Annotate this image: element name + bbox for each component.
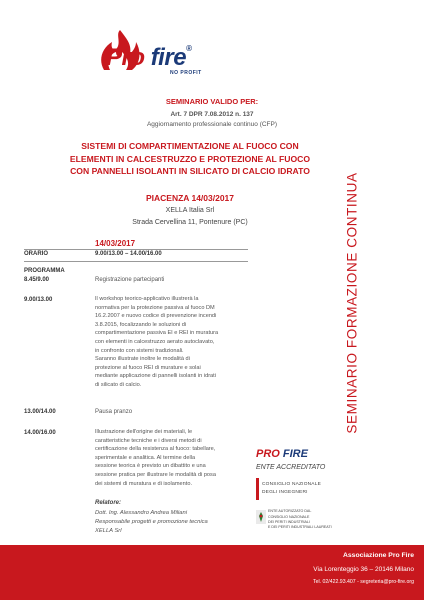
cni-logo-bar xyxy=(256,478,259,500)
seminar-title-line-3: CON PANNELLI ISOLANTI IN SILICATO DI CALCIO IDRATO xyxy=(70,166,310,176)
speaker-role: Responsabile progetti e promozione tecnica xyxy=(95,519,208,525)
desc-line: Il workshop teorico-applicativo illustrerà la xyxy=(95,296,199,302)
desc-line: 16.2.2007 e nuovo codice di prevenzione incendi xyxy=(95,313,217,320)
cni-line-1: CONSIGLIO NAZIONALE xyxy=(262,482,321,487)
event-address: Strada Cervellina 11, Pontenure (PC) xyxy=(132,219,248,226)
ministry-line-3: DEI PERITI INDUSTRIALI xyxy=(268,520,310,524)
desc-line: mediante applicazione di pannelli isolanti in idrati xyxy=(95,373,216,380)
ministry-emblem-icon xyxy=(256,510,266,524)
footer-org: Associazione Pro Fire xyxy=(342,552,414,559)
event-place-date: PIACENZA 14/03/2017 xyxy=(145,193,235,203)
validity-heading: SEMINARIO VALIDO PER: xyxy=(165,97,259,106)
programma-label: PROGRAMMA xyxy=(24,268,65,274)
desc-line: con elementi in calcestruzzo aerato autoclavato, xyxy=(95,338,215,345)
desc-line: normativa per la protezione passiva al fuoco DM xyxy=(95,304,215,311)
logo-subtitle: NO PROFIT xyxy=(170,70,202,76)
orario-label: ORARIO xyxy=(24,251,48,257)
validity-line-1: Art. 7 DPR 7.08.2012 n. 137 xyxy=(170,111,254,118)
slot-3-text: Pausa pranzo xyxy=(95,409,133,415)
desc-line: compartimentazione passiva EI e REI in muratura xyxy=(95,330,219,337)
desc-line: sessione teorica è previsto un dibattito e una xyxy=(95,463,206,470)
desc-line: dei sistemi di muratura e di isolamento. xyxy=(95,480,193,487)
desc-line: caratteristiche tecniche e i diversi metodi di xyxy=(95,437,202,444)
slot-1-text: Registrazione partecipanti xyxy=(95,277,165,283)
seminar-title-line-2: ELEMENTI IN CALCESTRUZZO E PROTEZIONE AL FUOCO xyxy=(69,153,311,164)
accredited-fire: FIRE xyxy=(279,448,308,460)
ministry-line-2: CONSIGLIO NAZIONALE xyxy=(268,515,310,519)
event-venue: XELLA Italia Srl xyxy=(165,207,215,214)
desc-line: Saranno illustrate inoltre le modalità di xyxy=(95,356,190,363)
orario-value: 9.00/13.00 – 14.00/16.00 xyxy=(95,251,162,257)
footer-contact: Tel. 02/422.93.407 - segreteria@pro-fire.org xyxy=(312,579,414,585)
logo-wordmark xyxy=(106,44,191,72)
desc-line: sessione pratica per illustrare le modalità di posa xyxy=(95,471,216,478)
divider xyxy=(24,249,248,250)
desc-line: 3.8.2015, focalizzando le soluzioni di xyxy=(95,321,187,328)
speaker-name: Dott. Ing. Alessandro Andrea Miliani xyxy=(95,510,188,516)
slot-4-description xyxy=(95,428,255,488)
validity-line-2: Aggiornamento professionale continuo (CFP) xyxy=(146,121,278,128)
logo-registered: ® xyxy=(186,44,192,53)
slot-2-description xyxy=(95,295,255,390)
footer-address: Via Lorenteggio 36 – 20146 Milano xyxy=(313,566,414,573)
time-slot-3: 13.00/14.00 xyxy=(24,409,56,415)
desc-line: certificazione della resistenza al fuoco: tabellare, xyxy=(95,446,216,453)
side-title-text: SEMINARIO FORMAZIONE CONTINUA xyxy=(344,172,360,434)
cni-line-2: DEGLI INGEGNERI xyxy=(262,490,308,495)
desc-line: in confronto con sistemi tradizionali. xyxy=(95,347,184,354)
ministry-line-1: ENTE AUTORIZZATO DAL xyxy=(268,509,312,513)
desc-line: di silicato di calcio. xyxy=(95,381,142,388)
time-slot-2: 9.00/13.00 xyxy=(24,297,53,303)
accredited-label: ENTE ACCREDITATO xyxy=(256,464,326,471)
desc-line: Illustrazione dell'origine dei materiali, le xyxy=(95,429,193,435)
speaker-company: XELLA Srl xyxy=(95,528,122,534)
time-slot-4: 14.00/16.00 xyxy=(24,430,56,436)
seminar-title xyxy=(40,140,340,178)
accredited-pro: PRO xyxy=(256,448,280,460)
seminar-title-line-1: SISTEMI DI COMPARTIMENTAZIONE AL FUOCO CON xyxy=(81,141,299,151)
logo-fire: fire xyxy=(150,44,187,71)
side-title xyxy=(332,138,372,468)
desc-line: sperimentale e analitica. Al termine della xyxy=(95,454,196,461)
accredited-brand xyxy=(256,448,308,460)
divider xyxy=(24,261,248,262)
ministry-line-4: E DEI PERITI INDUSTRIALI LAUREATI xyxy=(268,525,332,529)
speaker-label: Relatore: xyxy=(95,500,122,506)
time-slot-1: 8.45/9.00 xyxy=(24,277,50,283)
pro-fire-logo xyxy=(96,30,226,82)
desc-line: protezione al fuoco REI di murature e solai xyxy=(95,364,201,371)
logo-pro: Pro xyxy=(106,44,145,71)
program-date: 14/03/2017 xyxy=(95,239,136,248)
